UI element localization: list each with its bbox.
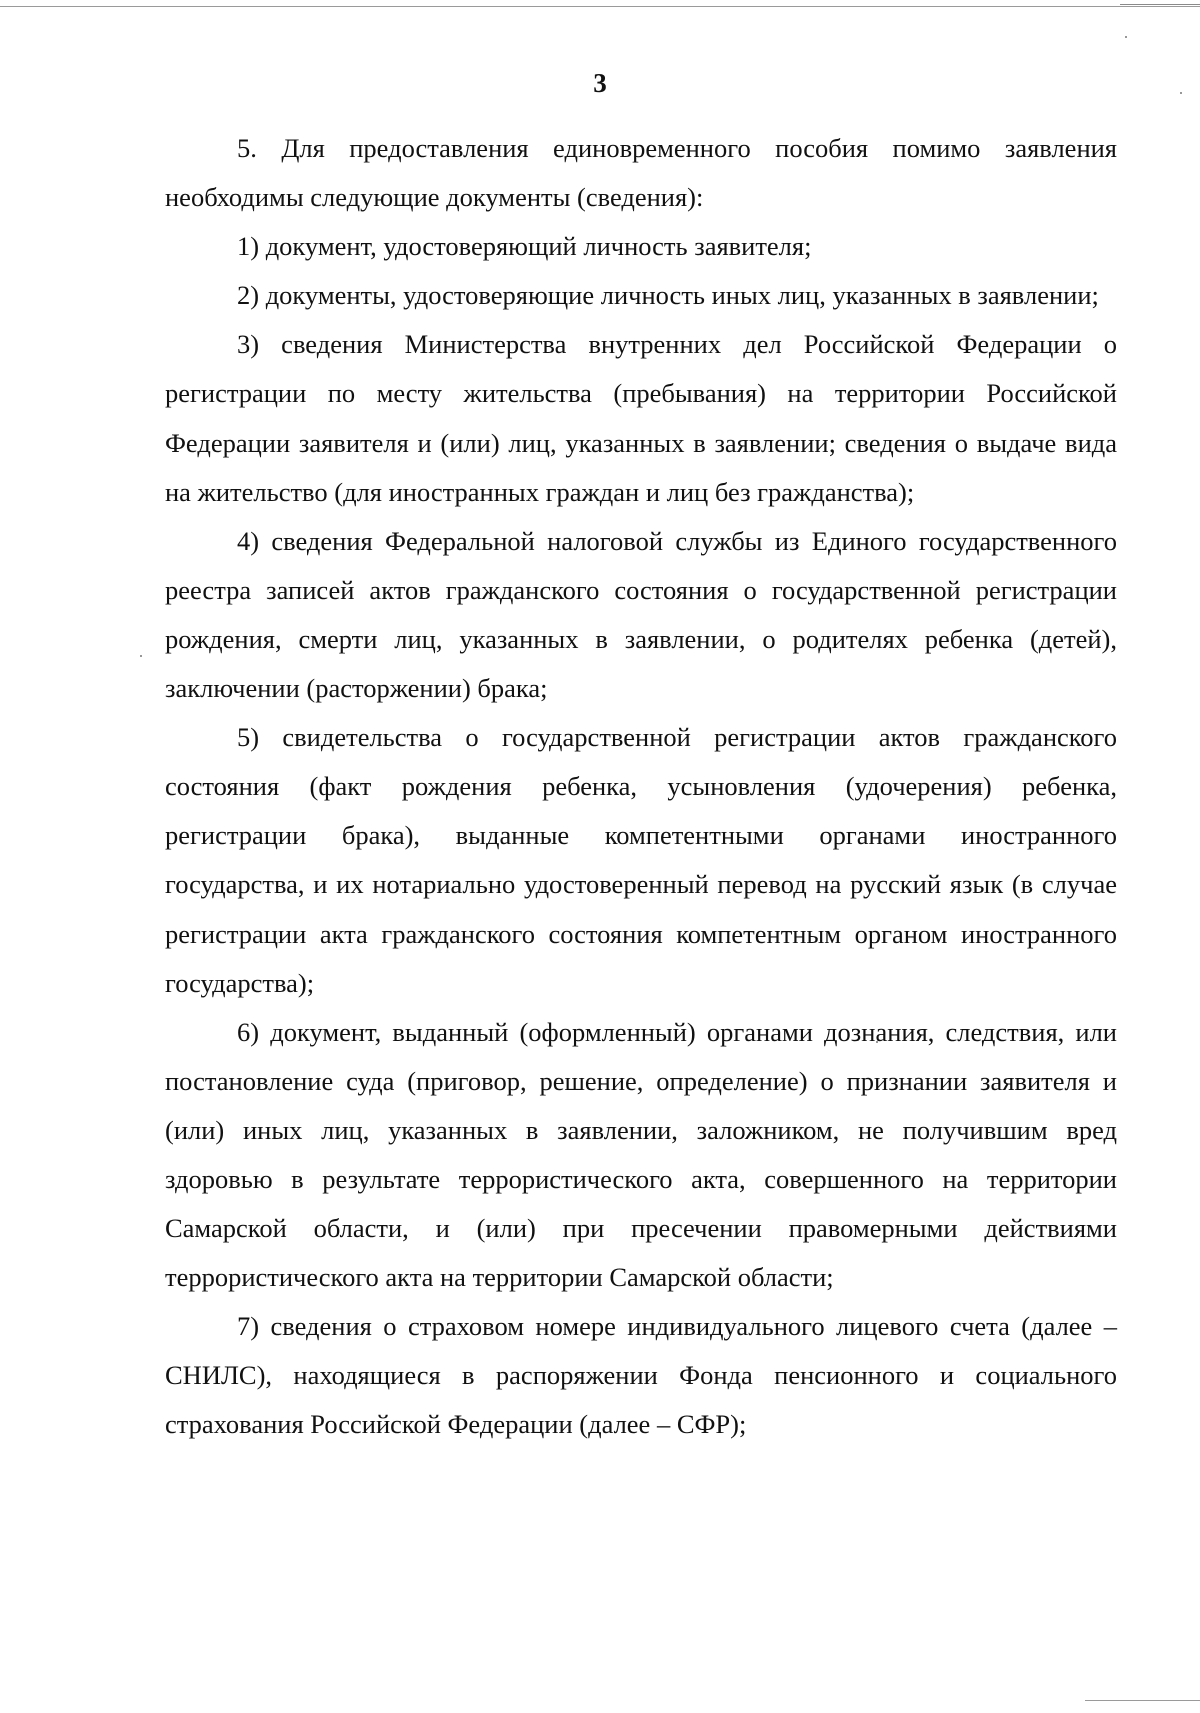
scan-top-edge-line <box>0 6 1200 7</box>
paragraph-subitem-7: 7) сведения о страховом номере индивидуального лицевого счета (далее – СНИЛС), находящиеся в распоряжении Фонда пенсионного и социального страхования Российской Федерации (далее – СФР); <box>165 1311 1117 1440</box>
document-body <box>165 124 1117 1450</box>
scan-bottom-edge-mark <box>1085 1700 1200 1701</box>
paragraph-subitem-2: 2) документы, удостоверяющие личность иных лиц, указанных в заявлении; <box>237 280 1099 311</box>
page-number: 3 <box>593 68 607 98</box>
paragraph-subitem-4: 4) сведения Федеральной налоговой службы из Единого государственного реестра записей актов гражданского состояния о государственной регистрации рождения, смерти лиц, указанных в заявлении, о родителях ребенка (детей), заключении (расторжении) брака; <box>165 525 1117 704</box>
paragraph-subitem-5: 5) свидетельства о государственной регистрации актов гражданского состояния (факт рождения ребенка, усыновления (удочерения) ребенка, регистрации брака), выданные компетентными органами иностранного государства, и их нотариально удостоверенный перевод на русский язык (в случае регистрации акта гражданского состояния компетентным органом иностранного государства); <box>165 722 1117 998</box>
scan-speck <box>1125 36 1127 38</box>
scan-top-edge-mark <box>1120 4 1200 5</box>
paragraph-subitem-1: 1) документ, удостоверяющий личность заявителя; <box>237 231 812 262</box>
paragraph-subitem-6: 6) документ, выданный (оформленный) органами дознания, следствия, или постановление суда (приговор, решение, определение) о признании заявителя и (или) иных лиц, указанных в заявлении, заложником, не получившим вред здоровью в результате террористического акта, совершенного на территории Самарской области, и (или) при пресечении правомерными действиями террористического акта на территории Самарской области; <box>165 1016 1117 1293</box>
paragraph-subitem-3: 3) сведения Министерства внутренних дел Российской Федерации о регистрации по месту жительства (пребывания) на территории Российской Федерации заявителя и (или) лиц, указанных в заявлении; сведения о выдаче вида на жительство (для иностранных граждан и лиц без гражданства); <box>165 329 1117 507</box>
paragraph-item-5-intro: 5. Для предоставления единовременного пособия помимо заявления необходимы следующие документы (сведения): <box>165 133 1117 213</box>
scan-speck <box>140 655 142 657</box>
